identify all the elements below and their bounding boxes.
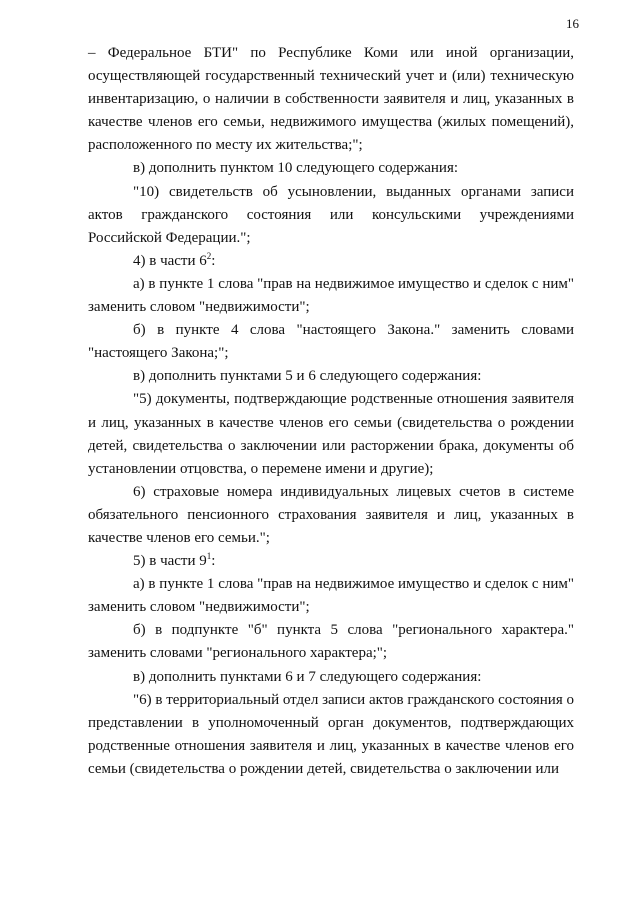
paragraph-text: а) в пункте 1 слова "прав на недвижимое имущество и сделок с ним" заменить словом "недвижимости"; [88,275,574,316]
paragraph [88,157,574,180]
paragraph [88,181,574,250]
paragraph [88,365,574,388]
paragraph-text: в) дополнить пунктами 6 и 7 следующего содержания: [133,668,482,685]
paragraph [88,689,574,781]
paragraph-text: б) в пункте 4 слова "настоящего Закона." заменить словами "настоящего Закона;"; [88,322,574,362]
paragraph-tail: : [211,252,216,269]
paragraph-tail: : [211,553,216,570]
paragraph [88,481,574,550]
paragraph-text: – Федеральное БТИ" по Республике Коми или иной организации, осуществляющей государственный технический учет и (или) техническую инвентаризацию, о наличии в собственности заявителя и лиц, указанных в качестве членов его семьи, недвижимого имущества (жилых помещений), расположенного по месту их жительства;"; [88,45,574,154]
paragraph-text: 6) страховые номера индивидуальных лицевых счетов в системе обязательного пенсионного страхования заявителя и лиц, указанных в качестве членов его семьи."; [88,483,574,546]
paragraph [88,42,574,157]
superscript: 1 [206,551,212,562]
paragraph [88,550,574,573]
document-body [88,42,574,781]
paragraph-text: "6) в территориальный отдел записи актов гражданского состояния о представлении в уполномоченный орган документов, подтверждающих родственные отношения заявителя и лиц, указанных в качестве членов его семьи (свидетельства о рождении детей, свидетельства о заключении или [88,691,574,777]
paragraph-text: "5) документы, подтверждающие родственные отношения заявителя и лиц, указанных в качестве членов его семьи (свидетельства о рождении детей, свидетельства о заключении или расторжении брака, документы об установлении отцовства, о перемене имени и другие); [88,391,574,477]
superscript: 2 [206,250,212,261]
paragraph-text: в) дополнить пунктами 5 и 6 следующего содержания: [133,368,482,385]
paragraph-text: "10) свидетельств об усыновлении, выданных органами записи актов гражданского состояния или консульскими учреждениями Российской Федерации."; [88,183,574,246]
paragraph [88,388,574,480]
paragraph-text: а) в пункте 1 слова "прав на недвижимое имущество и сделок с ним" заменить словом "недвижимости"; [88,576,574,616]
page-number: 16 [566,16,579,31]
paragraph [88,273,574,319]
paragraph [88,250,574,273]
paragraph [88,573,574,619]
paragraph [88,666,574,689]
paragraph [88,619,574,665]
paragraph-text: 5) в части 9 [133,553,207,570]
paragraph-text: 4) в части 6 [133,252,207,269]
paragraph-text: в) дополнить пунктом 10 следующего содержания: [133,160,459,177]
paragraph-text: б) в подпункте "б" пункта 5 слова "регионального характера." заменить словами "регионального характера;"; [88,622,574,662]
paragraph [88,319,574,365]
